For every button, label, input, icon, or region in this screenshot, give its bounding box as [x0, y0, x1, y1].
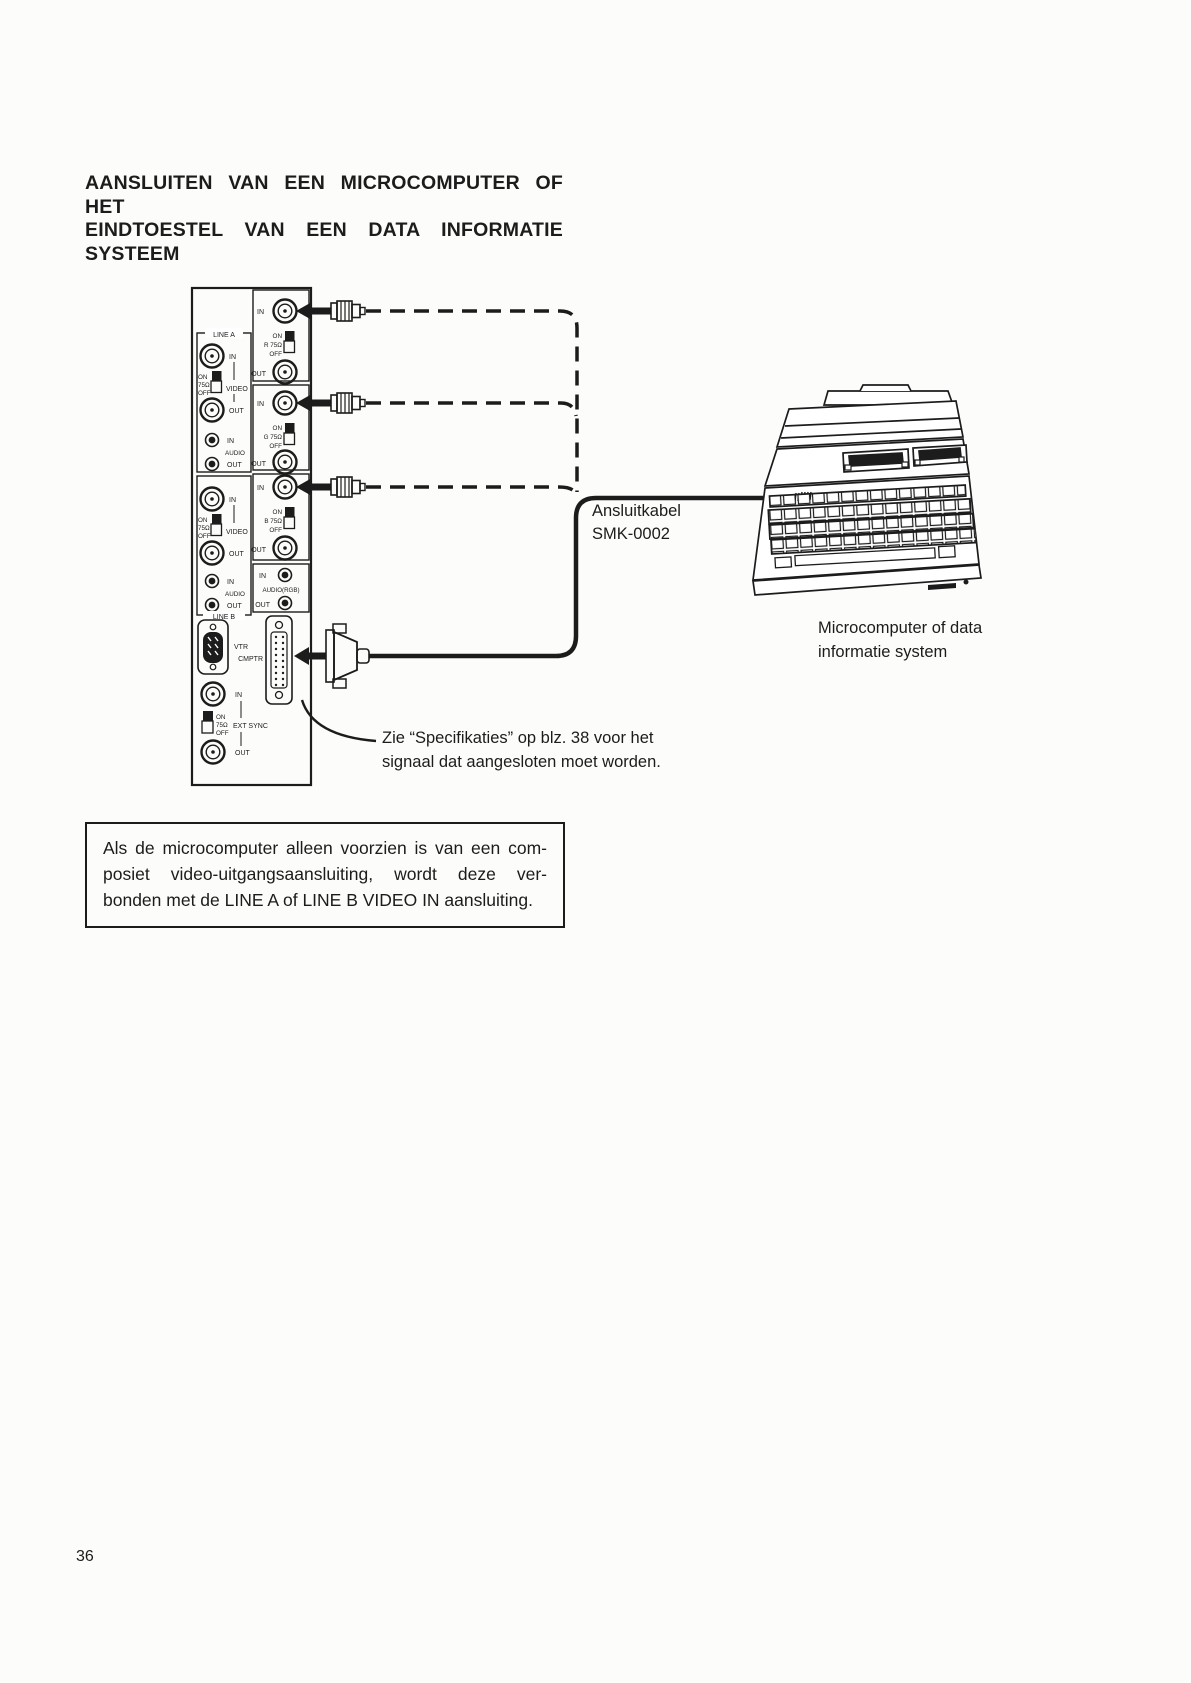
b-sw-mid: B 75Ω: [264, 518, 282, 525]
info-box-line-3: bonden met de LINE A of LINE B VIDEO IN aansluiting.: [103, 890, 533, 910]
page-number: 36: [76, 1548, 94, 1565]
line-b-audio-label: AUDIO: [225, 591, 245, 598]
switcher-panel: [192, 288, 311, 785]
line-b-audio-in-connector: [206, 575, 219, 588]
bnc-plug-b: [296, 477, 365, 497]
ext-sync-out-connector: [202, 741, 225, 764]
line-a-audio-out-label: OUT: [227, 462, 242, 469]
bnc-plug-g: [296, 393, 365, 413]
connection-cable: [369, 498, 772, 656]
r-75ohm-switch: [284, 331, 295, 353]
b-75ohm-switch: [284, 507, 295, 529]
line-a-in-label: IN: [229, 354, 236, 361]
g-in-connector: [274, 392, 297, 415]
line-a-audio-in-connector: [206, 434, 219, 447]
audio-rgb-in-label: IN: [259, 573, 266, 580]
g-sw-mid: G 75Ω: [263, 434, 282, 441]
r-out-label: OUT: [251, 371, 266, 378]
bnc-plug-r: [296, 301, 365, 321]
line-a-audio-in-label: IN: [227, 438, 234, 445]
spec-note-pointer: [302, 700, 376, 741]
vtr-label: VTR: [234, 644, 248, 651]
audio-rgb-in-connector: [279, 569, 292, 582]
b-in-label: IN: [257, 485, 264, 492]
line-a-out-label: OUT: [229, 408, 244, 415]
r-sw-mid: R 75Ω: [263, 342, 282, 349]
vtr-connector: [198, 620, 248, 674]
g-in-label: IN: [257, 401, 264, 408]
computer-caption-line-1: Microcomputer of data: [818, 619, 983, 637]
spec-note-line-2: signaal dat aangesloten moet worden.: [382, 753, 661, 771]
rgb-dashed-leads: [366, 311, 577, 492]
dsub-plug: [294, 624, 369, 688]
b-out-label: OUT: [251, 547, 266, 554]
r-sw-off: OFF: [269, 351, 282, 358]
ext-sync-out-label: OUT: [235, 750, 250, 757]
line-b-sw-on: ON: [198, 517, 208, 524]
line-a-section: [197, 328, 251, 472]
line-b-video-label: VIDEO: [226, 529, 248, 536]
line-b-audio-in-label: IN: [227, 579, 234, 586]
line-a-video-label: VIDEO: [226, 386, 248, 393]
ext-sync-in-label: IN: [235, 692, 242, 699]
line-a-sw-on: ON: [198, 374, 208, 381]
g-out-label: OUT: [251, 461, 266, 468]
cmptr-connector: [238, 616, 292, 704]
line-b-label: LINE B: [212, 614, 236, 621]
line-b-sw-mid: 75Ω: [198, 525, 210, 532]
line-b-audio-out-label: OUT: [227, 603, 242, 610]
audio-rgb-section: [253, 564, 309, 612]
info-box-line-2: posiet video-uitgangsaansluiting, wordt deze ver-: [103, 864, 547, 884]
cable-label: [592, 500, 681, 546]
info-box: [85, 822, 565, 928]
keyboard-keys: [768, 485, 978, 568]
line-a-label: LINE A: [213, 332, 235, 339]
b-sw-on: ON: [272, 509, 282, 516]
line-b-section: [197, 476, 251, 621]
spec-note-line-1: Zie “Specifikaties” op blz. 38 voor het: [382, 729, 654, 747]
line-a-sw-off: OFF: [198, 390, 211, 397]
r-in-connector: [274, 300, 297, 323]
title-line-3: SYSTEEM: [85, 242, 180, 265]
r-out-connector: [274, 361, 297, 384]
line-a-video-out-connector: [201, 399, 224, 422]
title-line-1: AANSLUITEN VAN EEN MICROCOMPUTER OF HET: [85, 172, 563, 218]
computer-caption: [818, 616, 982, 664]
ext-sync-sw-on: ON: [216, 714, 226, 721]
line-a-video-in-connector: [201, 345, 224, 368]
r-sw-on: ON: [272, 333, 282, 340]
ext-sync-in-connector: [202, 683, 225, 706]
line-a-audio-label: AUDIO: [225, 450, 245, 457]
title-line-2: EINDTOESTEL VAN EEN DATA INFORMATIE: [85, 219, 563, 241]
line-a-75ohm-switch: [211, 371, 222, 393]
line-a-audio-out-connector: [206, 458, 219, 471]
line-a-sw-mid: 75Ω: [198, 382, 210, 389]
line-b-video-in-connector: [201, 488, 224, 511]
g-75ohm-switch: [284, 423, 295, 445]
ext-sync-label: EXT SYNC: [233, 723, 268, 730]
audio-rgb-out-label: OUT: [255, 602, 270, 609]
spec-note: [382, 726, 672, 774]
rgb-g-section: [251, 385, 309, 474]
drive-slot-left: [843, 449, 909, 472]
line-b-audio-out-connector: [206, 599, 219, 612]
microcomputer-illustration: [753, 385, 981, 595]
b-sw-off: OFF: [269, 527, 282, 534]
cable-label-line-1: Ansluitkabel: [592, 502, 681, 520]
rgb-r-section: [251, 290, 309, 384]
b-out-connector: [274, 537, 297, 560]
ext-sync-sw-off: OFF: [216, 730, 229, 737]
cable-label-line-2: SMK-0002: [592, 525, 670, 543]
g-sw-off: OFF: [269, 443, 282, 450]
audio-rgb-out-connector: [279, 597, 292, 610]
line-b-video-out-connector: [201, 542, 224, 565]
g-sw-on: ON: [272, 425, 282, 432]
info-box-line-1: Als de microcomputer alleen voorzien is van een com-: [103, 838, 547, 858]
line-b-sw-off: OFF: [198, 533, 211, 540]
ext-sync-sw-mid: 75Ω: [216, 722, 228, 729]
drive-slot-right: [913, 445, 967, 466]
audio-rgb-label: AUDIO(RGB): [262, 587, 300, 594]
b-in-connector: [274, 476, 297, 499]
computer-caption-line-2: informatie system: [818, 643, 948, 661]
line-b-out-label: OUT: [229, 551, 244, 558]
line-b-75ohm-switch: [211, 514, 222, 536]
line-b-in-label: IN: [229, 497, 236, 504]
ext-sync-section: [202, 683, 268, 764]
cmptr-label: CMPTR: [238, 656, 263, 663]
r-in-label: IN: [257, 309, 264, 316]
